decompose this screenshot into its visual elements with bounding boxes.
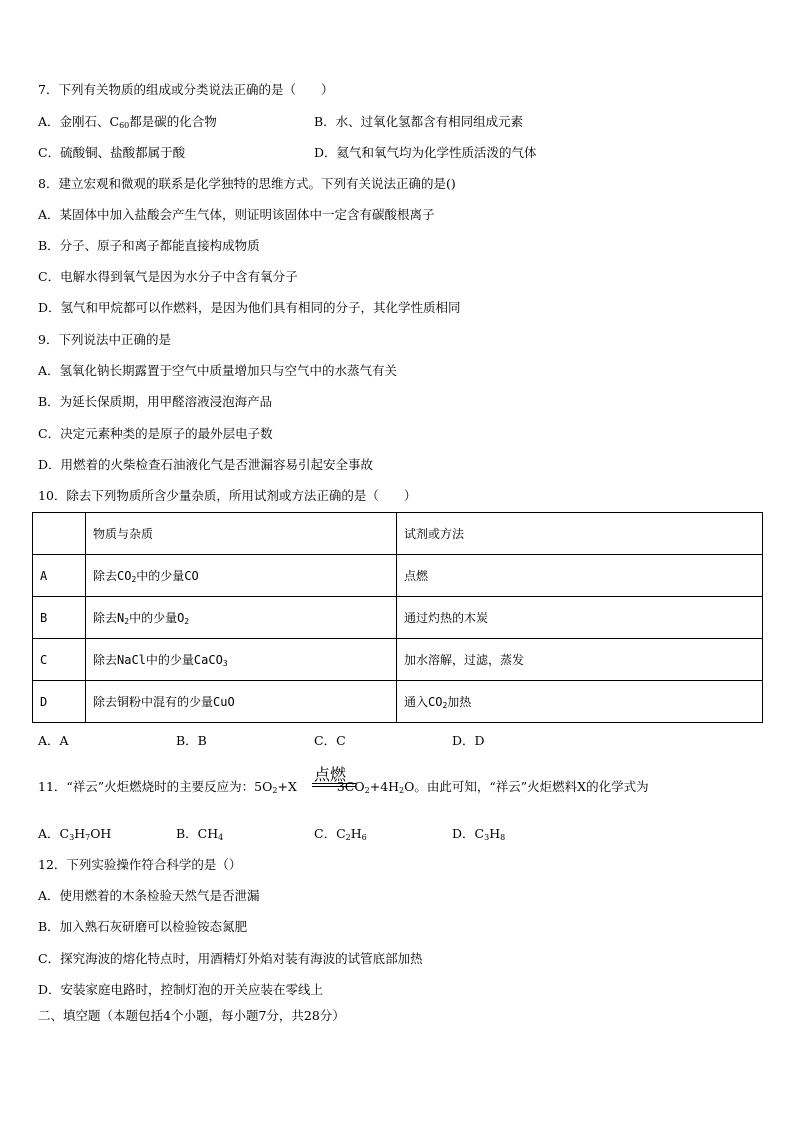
q7-option-c: C．硫酸铜、盐酸都属于酸 xyxy=(38,145,186,160)
q12-option-d: D．安装家庭电路时，控制灯泡的开关应装在零线上 xyxy=(38,982,324,997)
row-label: B xyxy=(33,597,86,639)
q9-option-a: A．氢氧化钠长期露置于空气中质量增加只与空气中的水蒸气有关 xyxy=(38,363,398,378)
q7-option-a: A．金刚石、$C_{60}$都是碳的化合物 xyxy=(38,114,217,130)
q7-option-b: B．水、过氧化氢都含有相同组成元素 xyxy=(314,114,524,129)
row-substance: 除去$CO_2$中的少量CO xyxy=(86,555,397,597)
q10-option-c: C．C xyxy=(314,733,346,748)
q7-option-d: D．氦气和氧气均为化学性质活泼的气体 xyxy=(314,145,537,160)
row-label: C xyxy=(33,639,86,681)
q8-option-d: D．氢气和甲烷都可以作燃料，是因为他们具有相同的分子，其化学性质相同 xyxy=(38,300,461,315)
row-substance: 除去NaCl中的少量CaCO$_3$ xyxy=(86,639,397,681)
q11-option-c: C．$C_2H_6$ xyxy=(314,826,367,842)
q8-stem: 8．建立宏观和微观的联系是化学独特的思维方式。下列有关说法正确的是() xyxy=(38,176,456,191)
table-header-substance: 物质与杂质 xyxy=(86,513,397,555)
table-header-label xyxy=(33,513,86,555)
row-label: A xyxy=(33,555,86,597)
q9-option-c: C．决定元素种类的是原子的最外层电子数 xyxy=(38,426,273,441)
q10-table xyxy=(32,512,763,723)
reaction-condition: 点燃 xyxy=(314,765,347,784)
q9-option-b: B．为延长保质期，用甲醛溶液浸泡海产品 xyxy=(38,394,273,409)
q12-option-b: B．加入熟石灰研磨可以检验铵态氮肥 xyxy=(38,919,248,934)
row-method: 通过灼热的木炭 xyxy=(397,597,763,639)
q8-option-b: B．分子、原子和离子都能直接构成物质 xyxy=(38,238,260,253)
table-row xyxy=(33,597,763,639)
q9-option-d: D．用燃着的火柴检查石油液化气是否泄漏容易引起安全事故 xyxy=(38,457,374,472)
table-row xyxy=(33,639,763,681)
q11-stem: 11．“祥云”火炬燃烧时的主要反应为：$5O_2+X$ $3CO_2+4H_2O$。由此可知，“祥云”火炬燃料X的化学式为 xyxy=(38,779,649,795)
table-header-row xyxy=(33,513,763,555)
q11-option-b: B．$CH_4$ xyxy=(176,826,224,842)
row-substance: 除去$N_2$中的少量$O_2$ xyxy=(86,597,397,639)
q8-option-c: C．电解水得到氧气是因为水分子中含有氧分子 xyxy=(38,269,298,284)
table-row xyxy=(33,555,763,597)
q9-stem: 9．下列说法中正确的是 xyxy=(38,332,171,347)
row-method: 加水溶解，过滤，蒸发 xyxy=(397,639,763,681)
q11-option-a: A．$C_3H_7OH$ xyxy=(38,826,112,842)
q8-option-a: A．某固体中加入盐酸会产生气体，则证明该固体中一定含有碳酸根离子 xyxy=(38,207,435,222)
table-row xyxy=(33,681,763,723)
table-header-method: 试剂或方法 xyxy=(397,513,763,555)
row-method: 点燃 xyxy=(397,555,763,597)
row-substance: 除去铜粉中混有的少量CuO xyxy=(86,681,397,723)
q12-option-c: C．探究海波的熔化特点时，用酒精灯外焰对装有海波的试管底部加热 xyxy=(38,951,423,966)
q10-option-b: B．B xyxy=(176,733,207,748)
row-method: 通入$CO_2$加热 xyxy=(397,681,763,723)
q7-stem: 7．下列有关物质的组成或分类说法正确的是（ ） xyxy=(38,82,334,97)
q10-stem: 10．除去下列物质所含少量杂质，所用试剂或方法正确的是（ ） xyxy=(38,488,417,503)
section-heading: 二、填空题（本题包括4个小题，每小题7分，共28分） xyxy=(38,1008,345,1023)
q12-option-a: A．使用燃着的木条检验天然气是否泄漏 xyxy=(38,888,260,903)
q10-option-a: A．A xyxy=(38,733,69,748)
q11-option-d: D．$C_3H_8$ xyxy=(452,826,506,842)
q12-stem: 12．下列实验操作符合科学的是（） xyxy=(38,857,242,872)
q10-option-d: D．D xyxy=(452,733,485,748)
row-label: D xyxy=(33,681,86,723)
